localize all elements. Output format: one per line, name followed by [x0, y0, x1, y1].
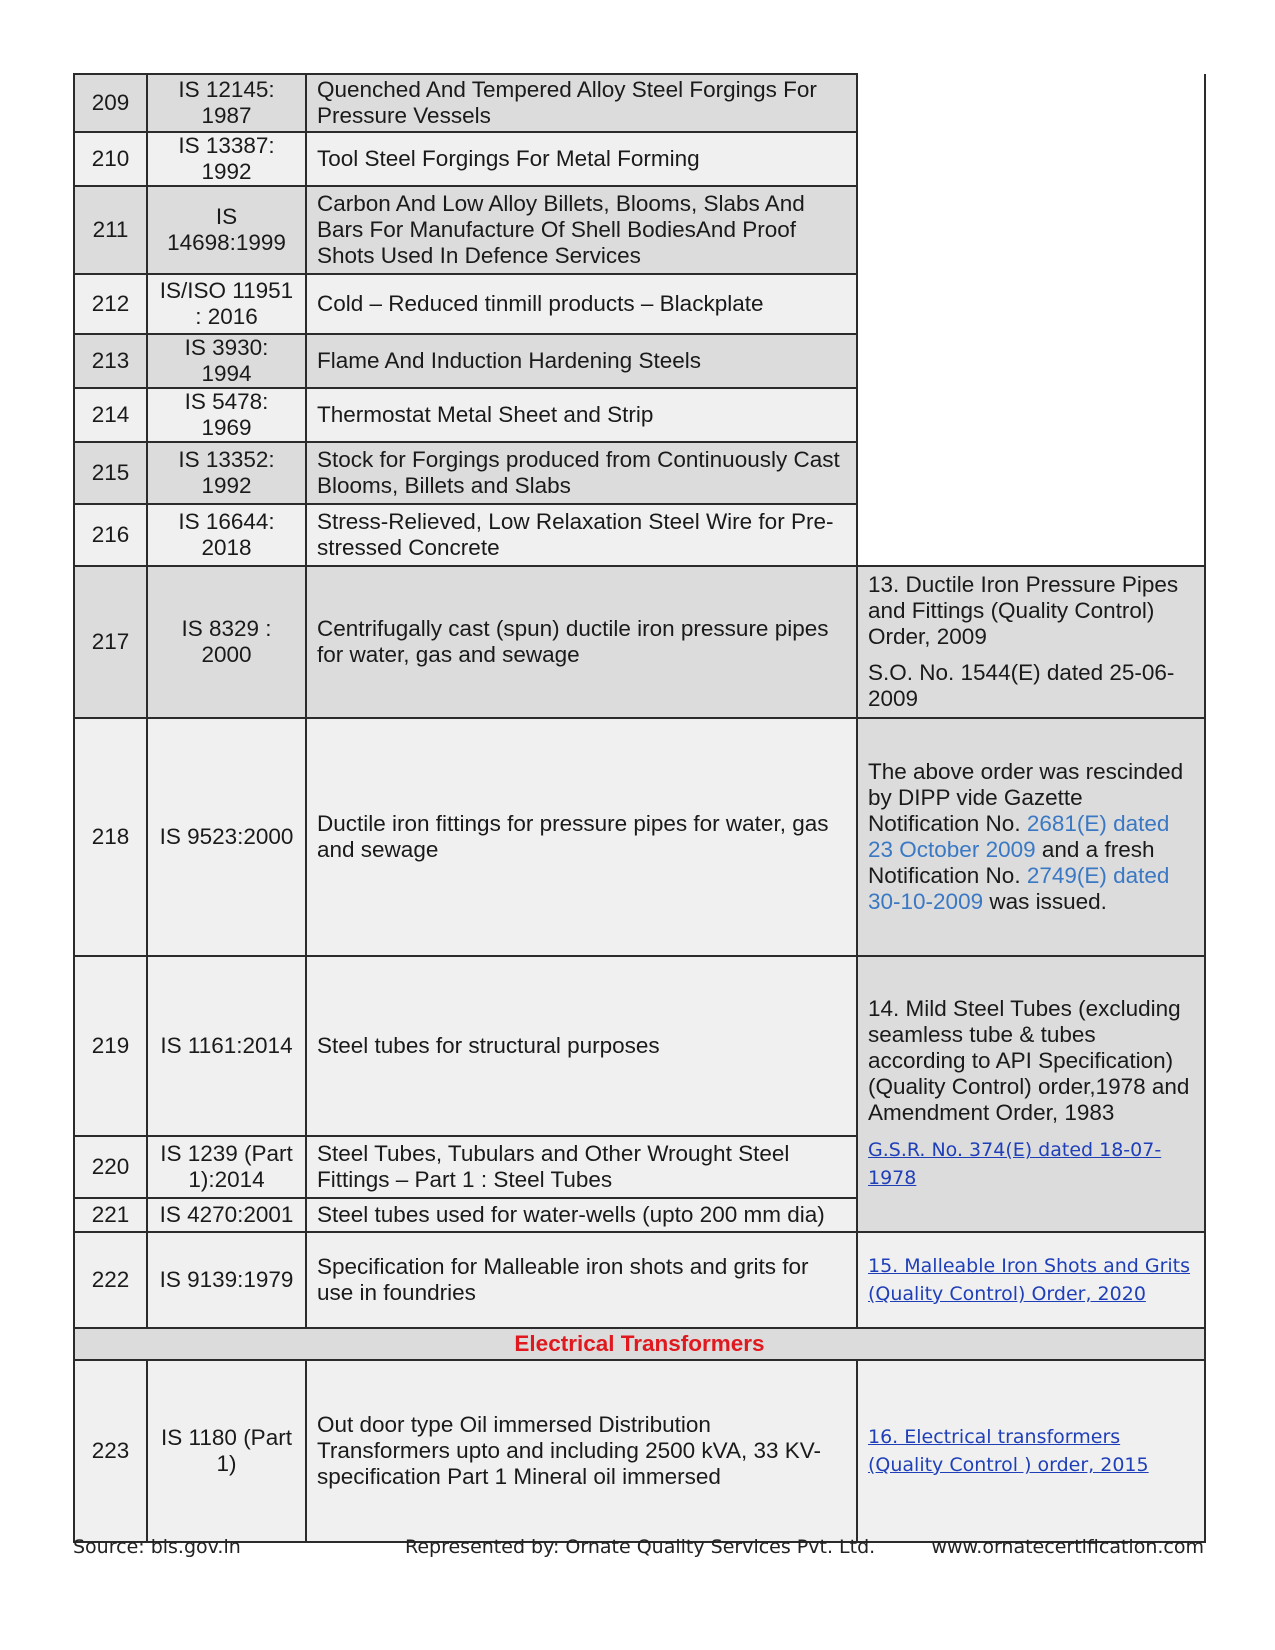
table-row	[74, 956, 1205, 1136]
standard-description: Flame And Induction Hardening Steels	[306, 334, 857, 388]
standard-description: Centrifugally cast (spun) ductile iron pressure pipes for water, gas and sewage	[306, 566, 857, 718]
standard-code: IS 13387: 1992	[147, 132, 306, 186]
standard-description: Thermostat Metal Sheet and Strip	[306, 388, 857, 442]
row-number: 223	[74, 1360, 147, 1542]
notification-2749-link[interactable]: 2749(E) dated 30-10-2009	[868, 863, 1170, 914]
table-row	[74, 1360, 1205, 1542]
table-row	[74, 566, 1205, 718]
section-header-row	[74, 1328, 1205, 1360]
standard-code: IS 9523:2000	[147, 718, 306, 956]
standard-description: Stress-Relieved, Low Relaxation Steel Wire for Pre-stressed Concrete	[306, 504, 857, 566]
row-number: 221	[74, 1198, 147, 1232]
row-number: 214	[74, 388, 147, 442]
ductile-iron-order-so: S.O. No. 1544(E) dated 25-06-2009	[868, 660, 1175, 711]
standard-code: IS 12145: 1987	[147, 74, 306, 132]
standard-code: IS 14698:1999	[147, 186, 306, 274]
standard-code: IS 9139:1979	[147, 1232, 306, 1328]
row-number: 212	[74, 274, 147, 334]
footer-represented-by: Represented by: Ornate Quality Services Pvt. Ltd.	[405, 1536, 876, 1558]
row-number: 211	[74, 186, 147, 274]
standard-code: IS/ISO 11951 : 2016	[147, 274, 306, 334]
transformer-order-cell	[857, 1360, 1205, 1542]
row-number: 216	[74, 504, 147, 566]
rescind-text: The above order was rescinded by DIPP vide Gazette Notification No.	[868, 759, 1184, 836]
standard-code: IS 1239 (Part 1):2014	[147, 1136, 306, 1198]
standard-code: IS 16644: 2018	[147, 504, 306, 566]
ductile-iron-order-cell	[857, 566, 1205, 718]
standard-code: IS 5478: 1969	[147, 388, 306, 442]
standard-code: IS 3930: 1994	[147, 334, 306, 388]
row-number: 209	[74, 74, 147, 132]
row-number: 215	[74, 442, 147, 504]
rescind-notice-cell	[857, 718, 1205, 956]
row-number: 213	[74, 334, 147, 388]
row-number: 210	[74, 132, 147, 186]
standard-description: Tool Steel Forgings For Metal Forming	[306, 132, 857, 186]
row-number: 222	[74, 1232, 147, 1328]
table-row	[74, 74, 1205, 132]
row-number: 217	[74, 566, 147, 718]
mild-steel-order-cell	[857, 956, 1205, 1232]
standard-description: Out door type Oil immersed Distribution Transformers upto and including 2500 kVA, 33 KV-specification Part 1 Mineral oil immersed	[306, 1360, 857, 1542]
standard-code: IS 1180 (Part 1)	[147, 1360, 306, 1542]
standard-code: IS 8329 : 2000	[147, 566, 306, 718]
standard-description: Specification for Malleable iron shots and grits for use in foundries	[306, 1232, 857, 1328]
standard-description: Steel tubes for structural purposes	[306, 956, 857, 1136]
standard-description: Steel Tubes, Tubulars and Other Wrought Steel Fittings – Part 1 : Steel Tubes	[306, 1136, 857, 1198]
standard-code: IS 13352: 1992	[147, 442, 306, 504]
section-title: Electrical Transformers	[74, 1328, 1205, 1360]
rescind-text: and a fresh Notification No.	[868, 837, 1155, 888]
malleable-iron-order-link[interactable]: 15. Malleable Iron Shots and Grits (Quality Control) Order, 2020	[868, 1255, 1191, 1305]
electrical-transformers-order-link[interactable]: 16. Electrical transformers (Quality Control ) order, 2015	[868, 1426, 1149, 1476]
footer-website-link[interactable]: www.ornatecertification.com	[931, 1536, 1204, 1558]
rescind-text: was issued.	[989, 889, 1107, 914]
table-row	[74, 1232, 1205, 1328]
footer-source: Source: bis.gov.in	[73, 1536, 241, 1558]
standard-description: Ductile iron fittings for pressure pipes for water, gas and sewage	[306, 718, 857, 956]
standard-description: Quenched And Tempered Alloy Steel Forgings For Pressure Vessels	[306, 74, 857, 132]
ductile-iron-order-title: 13. Ductile Iron Pressure Pipes and Fittings (Quality Control) Order, 2009	[868, 572, 1179, 649]
standard-code: IS 4270:2001	[147, 1198, 306, 1232]
row-number: 218	[74, 718, 147, 956]
mild-steel-order-title: 14. Mild Steel Tubes (excluding seamless tube & tubes according to API Specification) (Quality Control) order,1978 and Amendment Order, 1983	[868, 996, 1190, 1125]
standard-description: Steel tubes used for water-wells (upto 200 mm dia)	[306, 1198, 857, 1232]
table-row	[74, 718, 1205, 956]
gsr-374-link[interactable]: G.S.R. No. 374(E) dated 18-07-1978	[868, 1139, 1162, 1189]
standard-description: Stock for Forgings produced from Continuously Cast Blooms, Billets and Slabs	[306, 442, 857, 504]
row-number: 220	[74, 1136, 147, 1198]
standard-code: IS 1161:2014	[147, 956, 306, 1136]
row-number: 219	[74, 956, 147, 1136]
page-footer	[73, 1536, 1204, 1566]
standard-description: Carbon And Low Alloy Billets, Blooms, Slabs And Bars For Manufacture Of Shell BodiesAnd Proof Shots Used In Defence Services	[306, 186, 857, 274]
standards-table	[73, 73, 1206, 1543]
empty-order-cell	[857, 74, 1205, 566]
notification-2681-link[interactable]: 2681(E) dated 23 October 2009	[868, 811, 1170, 862]
malleable-order-cell	[857, 1232, 1205, 1328]
standard-description: Cold – Reduced tinmill products – Blackplate	[306, 274, 857, 334]
